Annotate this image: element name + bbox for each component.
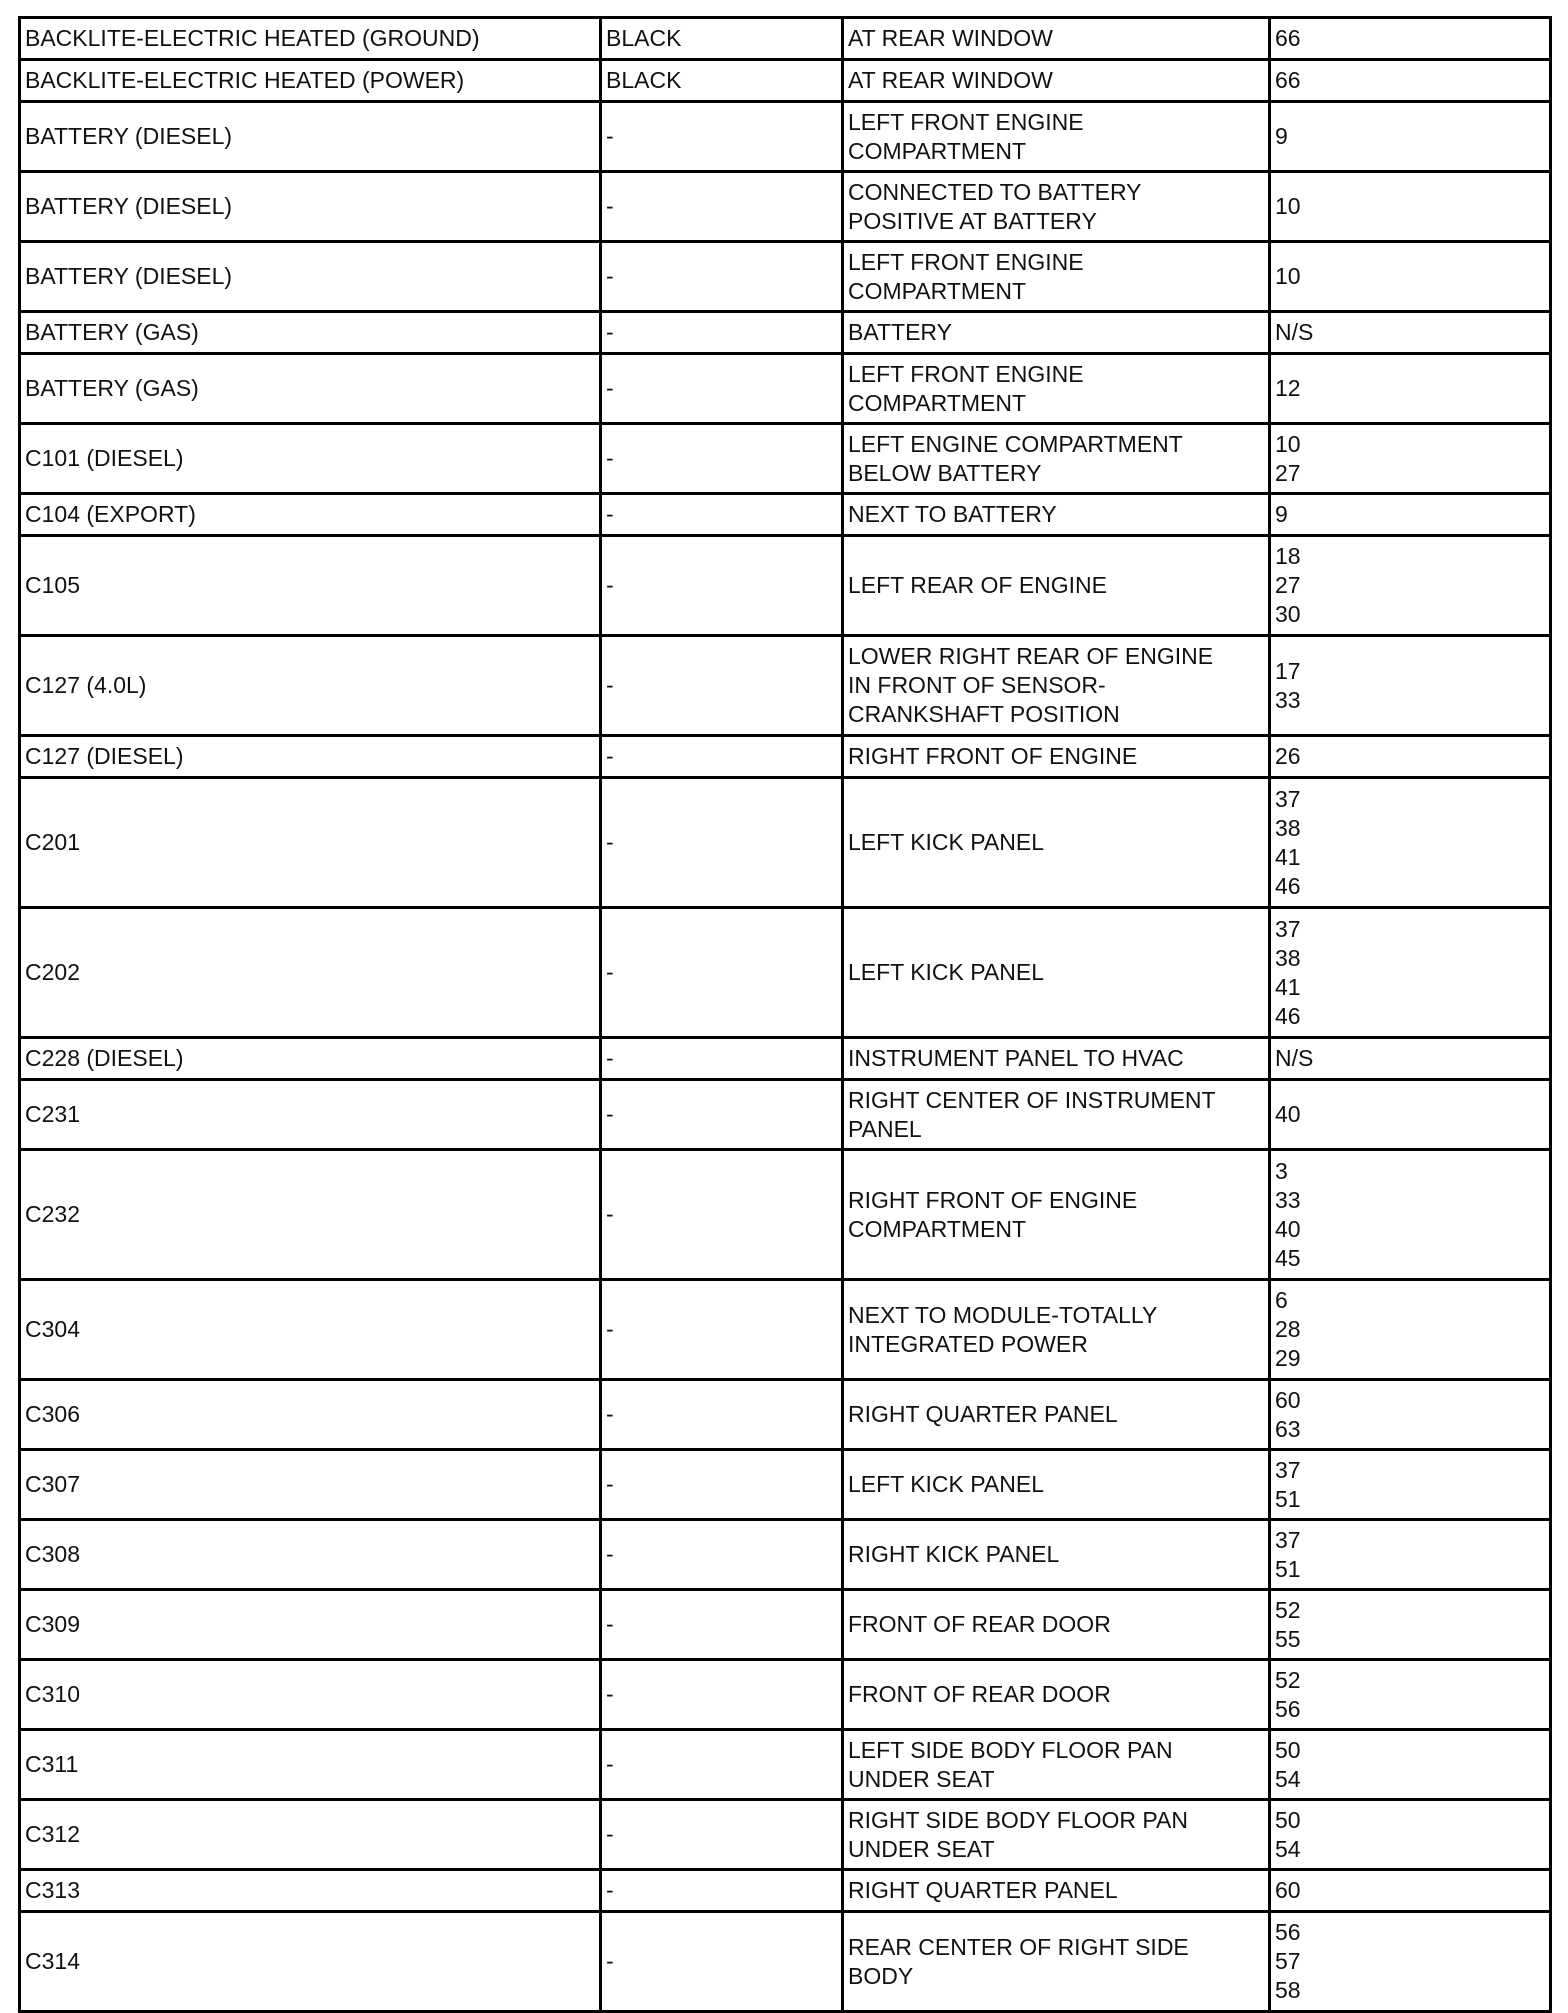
page-number: 28 <box>1275 1316 1301 1342</box>
location-cell: RIGHT FRONT OF ENGINE COMPARTMENT <box>843 1150 1270 1280</box>
page-numbers-cell <box>1270 1038 1551 1080</box>
component-name-cell: BACKLITE-ELECTRIC HEATED (POWER) <box>20 60 601 102</box>
location-cell: LEFT KICK PANEL <box>843 1450 1270 1520</box>
location-cell: LOWER RIGHT REAR OF ENGINE IN FRONT OF SENSOR- CRANKSHAFT POSITION <box>843 636 1270 736</box>
table-row <box>20 1730 1551 1800</box>
page-number: 33 <box>1275 686 1301 713</box>
component-name-cell: C307 <box>20 1450 601 1520</box>
page-numbers-cell <box>1270 172 1551 242</box>
location-cell: FRONT OF REAR DOOR <box>843 1660 1270 1730</box>
page-numbers-cell <box>1270 1380 1551 1450</box>
wire-color-cell: - <box>601 1912 843 2012</box>
page-numbers-cell <box>1270 1150 1551 1280</box>
table-row <box>20 18 1551 60</box>
page-number: 58 <box>1275 1977 1301 2003</box>
location-cell: RIGHT FRONT OF ENGINE <box>843 736 1270 778</box>
component-name-cell: BATTERY (DIESEL) <box>20 242 601 312</box>
location-cell: LEFT FRONT ENGINE COMPARTMENT <box>843 242 1270 312</box>
location-cell: AT REAR WINDOW <box>843 60 1270 102</box>
page-number: 46 <box>1275 872 1301 899</box>
page-numbers-cell <box>1270 778 1551 908</box>
table-row <box>20 1800 1551 1870</box>
table-row <box>20 536 1551 636</box>
table-row <box>20 1590 1551 1660</box>
wire-color-cell: - <box>601 1660 843 1730</box>
page-number: 10 <box>1275 430 1301 457</box>
component-name-cell: C306 <box>20 1380 601 1450</box>
page-number: 27 <box>1275 572 1301 598</box>
component-name-cell: C314 <box>20 1912 601 2012</box>
wire-color-cell: - <box>601 1590 843 1660</box>
page-number: 46 <box>1275 1002 1301 1029</box>
table-row <box>20 778 1551 908</box>
page-number: 66 <box>1275 25 1301 51</box>
page-number: N/S <box>1275 1045 1314 1071</box>
table-row <box>20 242 1551 312</box>
page-number: 50 <box>1275 1806 1301 1833</box>
location-cell: RIGHT SIDE BODY FLOOR PAN UNDER SEAT <box>843 1800 1270 1870</box>
component-name-cell: C127 (DIESEL) <box>20 736 601 778</box>
page-number: 33 <box>1275 1186 1301 1213</box>
table-row <box>20 1870 1551 1912</box>
location-cell: NEXT TO MODULE-TOTALLY INTEGRATED POWER <box>843 1280 1270 1380</box>
table-row <box>20 1380 1551 1450</box>
wire-color-cell: - <box>601 354 843 424</box>
wire-color-cell: - <box>601 908 843 1038</box>
page-number: 38 <box>1275 814 1301 841</box>
table-row <box>20 1150 1551 1280</box>
page-number: 60 <box>1275 1877 1301 1903</box>
component-name-cell: C313 <box>20 1870 601 1912</box>
page-numbers-cell <box>1270 242 1551 312</box>
page-number: 10 <box>1275 263 1301 289</box>
component-name-cell: C308 <box>20 1520 601 1590</box>
connector-location-table <box>18 16 1552 2013</box>
table-row <box>20 1280 1551 1380</box>
page-numbers-cell <box>1270 312 1551 354</box>
page-number: 26 <box>1275 743 1301 769</box>
page-number: 56 <box>1275 1919 1301 1945</box>
table-row <box>20 312 1551 354</box>
location-cell: RIGHT CENTER OF INSTRUMENT PANEL <box>843 1080 1270 1150</box>
wire-color-cell: - <box>601 1870 843 1912</box>
table-row <box>20 1660 1551 1730</box>
page-number: 54 <box>1275 1835 1301 1862</box>
table-row <box>20 424 1551 494</box>
wire-color-cell: - <box>601 1800 843 1870</box>
component-name-cell: BACKLITE-ELECTRIC HEATED (GROUND) <box>20 18 601 60</box>
location-cell: LEFT KICK PANEL <box>843 908 1270 1038</box>
page-number: 10 <box>1275 193 1301 219</box>
table-row <box>20 172 1551 242</box>
wire-color-cell: - <box>601 1280 843 1380</box>
page-number: 66 <box>1275 67 1301 93</box>
table-body <box>20 18 1551 2012</box>
component-name-cell: C231 <box>20 1080 601 1150</box>
table-row <box>20 494 1551 536</box>
page-number: 17 <box>1275 657 1301 684</box>
page-number: 54 <box>1275 1765 1301 1792</box>
location-cell: AT REAR WINDOW <box>843 18 1270 60</box>
page-numbers-cell <box>1270 60 1551 102</box>
location-cell: LEFT KICK PANEL <box>843 778 1270 908</box>
page-numbers-cell <box>1270 1660 1551 1730</box>
page-numbers-cell <box>1270 1520 1551 1590</box>
wire-color-cell: - <box>601 102 843 172</box>
wire-color-cell: - <box>601 536 843 636</box>
component-name-cell: C304 <box>20 1280 601 1380</box>
wire-color-cell: - <box>601 736 843 778</box>
component-name-cell: C127 (4.0L) <box>20 636 601 736</box>
location-cell: REAR CENTER OF RIGHT SIDE BODY <box>843 1912 1270 2012</box>
page-number: 45 <box>1275 1244 1301 1271</box>
page-numbers-cell <box>1270 636 1551 736</box>
page-number: 40 <box>1275 1215 1301 1242</box>
table-row <box>20 354 1551 424</box>
page-numbers-cell <box>1270 354 1551 424</box>
page-number: 55 <box>1275 1625 1301 1652</box>
location-cell: LEFT FRONT ENGINE COMPARTMENT <box>843 102 1270 172</box>
page-number: 18 <box>1275 543 1301 569</box>
wire-color-cell: - <box>601 1380 843 1450</box>
page-number: 40 <box>1275 1101 1301 1127</box>
component-name-cell: BATTERY (DIESEL) <box>20 172 601 242</box>
wire-color-cell: BLACK <box>601 18 843 60</box>
wire-color-cell: - <box>601 1038 843 1080</box>
page-number: 60 <box>1275 1386 1301 1413</box>
page-number: 37 <box>1275 1526 1301 1553</box>
location-cell: LEFT ENGINE COMPARTMENT BELOW BATTERY <box>843 424 1270 494</box>
component-name-cell: C101 (DIESEL) <box>20 424 601 494</box>
wire-color-cell: - <box>601 636 843 736</box>
table-row <box>20 636 1551 736</box>
table-row <box>20 102 1551 172</box>
page-number: 37 <box>1275 1456 1301 1483</box>
component-name-cell: C310 <box>20 1660 601 1730</box>
page-number: 51 <box>1275 1555 1301 1582</box>
page-numbers-cell <box>1270 1450 1551 1520</box>
wire-color-cell: - <box>601 424 843 494</box>
page-numbers-cell <box>1270 1800 1551 1870</box>
wire-color-cell: - <box>601 242 843 312</box>
page-number: 52 <box>1275 1666 1301 1693</box>
page-number: 41 <box>1275 973 1301 1000</box>
location-cell: FRONT OF REAR DOOR <box>843 1590 1270 1660</box>
page-number: 9 <box>1275 501 1288 527</box>
table-row <box>20 1520 1551 1590</box>
page-numbers-cell <box>1270 1080 1551 1150</box>
page-numbers-cell <box>1270 908 1551 1038</box>
location-cell: INSTRUMENT PANEL TO HVAC <box>843 1038 1270 1080</box>
page-number: 56 <box>1275 1695 1301 1722</box>
page-numbers-cell <box>1270 1590 1551 1660</box>
page-numbers-cell <box>1270 1912 1551 2012</box>
location-cell: NEXT TO BATTERY <box>843 494 1270 536</box>
component-name-cell: C202 <box>20 908 601 1038</box>
wire-color-cell: - <box>601 312 843 354</box>
component-name-cell: C105 <box>20 536 601 636</box>
table-row <box>20 1450 1551 1520</box>
component-name-cell: C232 <box>20 1150 601 1280</box>
wire-color-cell: - <box>601 778 843 908</box>
page-numbers-cell <box>1270 494 1551 536</box>
location-cell: RIGHT QUARTER PANEL <box>843 1870 1270 1912</box>
page-number: 12 <box>1275 375 1301 401</box>
page-numbers-cell <box>1270 1870 1551 1912</box>
page-numbers-cell <box>1270 736 1551 778</box>
table-row <box>20 908 1551 1038</box>
location-cell: LEFT REAR OF ENGINE <box>843 536 1270 636</box>
wire-color-cell: - <box>601 1520 843 1590</box>
component-name-cell: C309 <box>20 1590 601 1660</box>
table-row <box>20 736 1551 778</box>
page-numbers-cell <box>1270 536 1551 636</box>
page-number: 52 <box>1275 1596 1301 1623</box>
page-number: 63 <box>1275 1415 1301 1442</box>
page-numbers-cell <box>1270 424 1551 494</box>
page-number: 3 <box>1275 1157 1288 1184</box>
table-row <box>20 60 1551 102</box>
page-number: 41 <box>1275 843 1301 870</box>
page-number: 27 <box>1275 459 1301 486</box>
location-cell: LEFT SIDE BODY FLOOR PAN UNDER SEAT <box>843 1730 1270 1800</box>
page-number: 50 <box>1275 1736 1301 1763</box>
wire-color-cell: - <box>601 1080 843 1150</box>
component-name-cell: BATTERY (GAS) <box>20 354 601 424</box>
location-cell: RIGHT QUARTER PANEL <box>843 1380 1270 1450</box>
page-number: 6 <box>1275 1287 1288 1313</box>
page-number: 38 <box>1275 944 1301 971</box>
wire-color-cell: - <box>601 1730 843 1800</box>
component-name-cell: C201 <box>20 778 601 908</box>
page-number: 37 <box>1275 785 1301 812</box>
table-row <box>20 1038 1551 1080</box>
page-number: 30 <box>1275 601 1301 627</box>
location-cell: BATTERY <box>843 312 1270 354</box>
component-name-cell: C228 (DIESEL) <box>20 1038 601 1080</box>
component-name-cell: BATTERY (DIESEL) <box>20 102 601 172</box>
page-number: 37 <box>1275 915 1301 942</box>
wire-color-cell: BLACK <box>601 60 843 102</box>
location-cell: CONNECTED TO BATTERY POSITIVE AT BATTERY <box>843 172 1270 242</box>
page-number: 57 <box>1275 1948 1301 1974</box>
component-name-cell: BATTERY (GAS) <box>20 312 601 354</box>
table-row <box>20 1080 1551 1150</box>
wire-color-cell: - <box>601 494 843 536</box>
page-numbers-cell <box>1270 102 1551 172</box>
location-cell: RIGHT KICK PANEL <box>843 1520 1270 1590</box>
component-name-cell: C311 <box>20 1730 601 1800</box>
page-numbers-cell <box>1270 18 1551 60</box>
page-numbers-cell <box>1270 1730 1551 1800</box>
page-numbers-cell <box>1270 1280 1551 1380</box>
page-number: 9 <box>1275 123 1288 149</box>
page-number: 51 <box>1275 1485 1301 1512</box>
component-name-cell: C104 (EXPORT) <box>20 494 601 536</box>
location-cell: LEFT FRONT ENGINE COMPARTMENT <box>843 354 1270 424</box>
component-name-cell: C312 <box>20 1800 601 1870</box>
page-number: 29 <box>1275 1345 1301 1371</box>
table-row <box>20 1912 1551 2012</box>
wire-color-cell: - <box>601 1450 843 1520</box>
page-number: N/S <box>1275 319 1314 345</box>
wire-color-cell: - <box>601 1150 843 1280</box>
wire-color-cell: - <box>601 172 843 242</box>
